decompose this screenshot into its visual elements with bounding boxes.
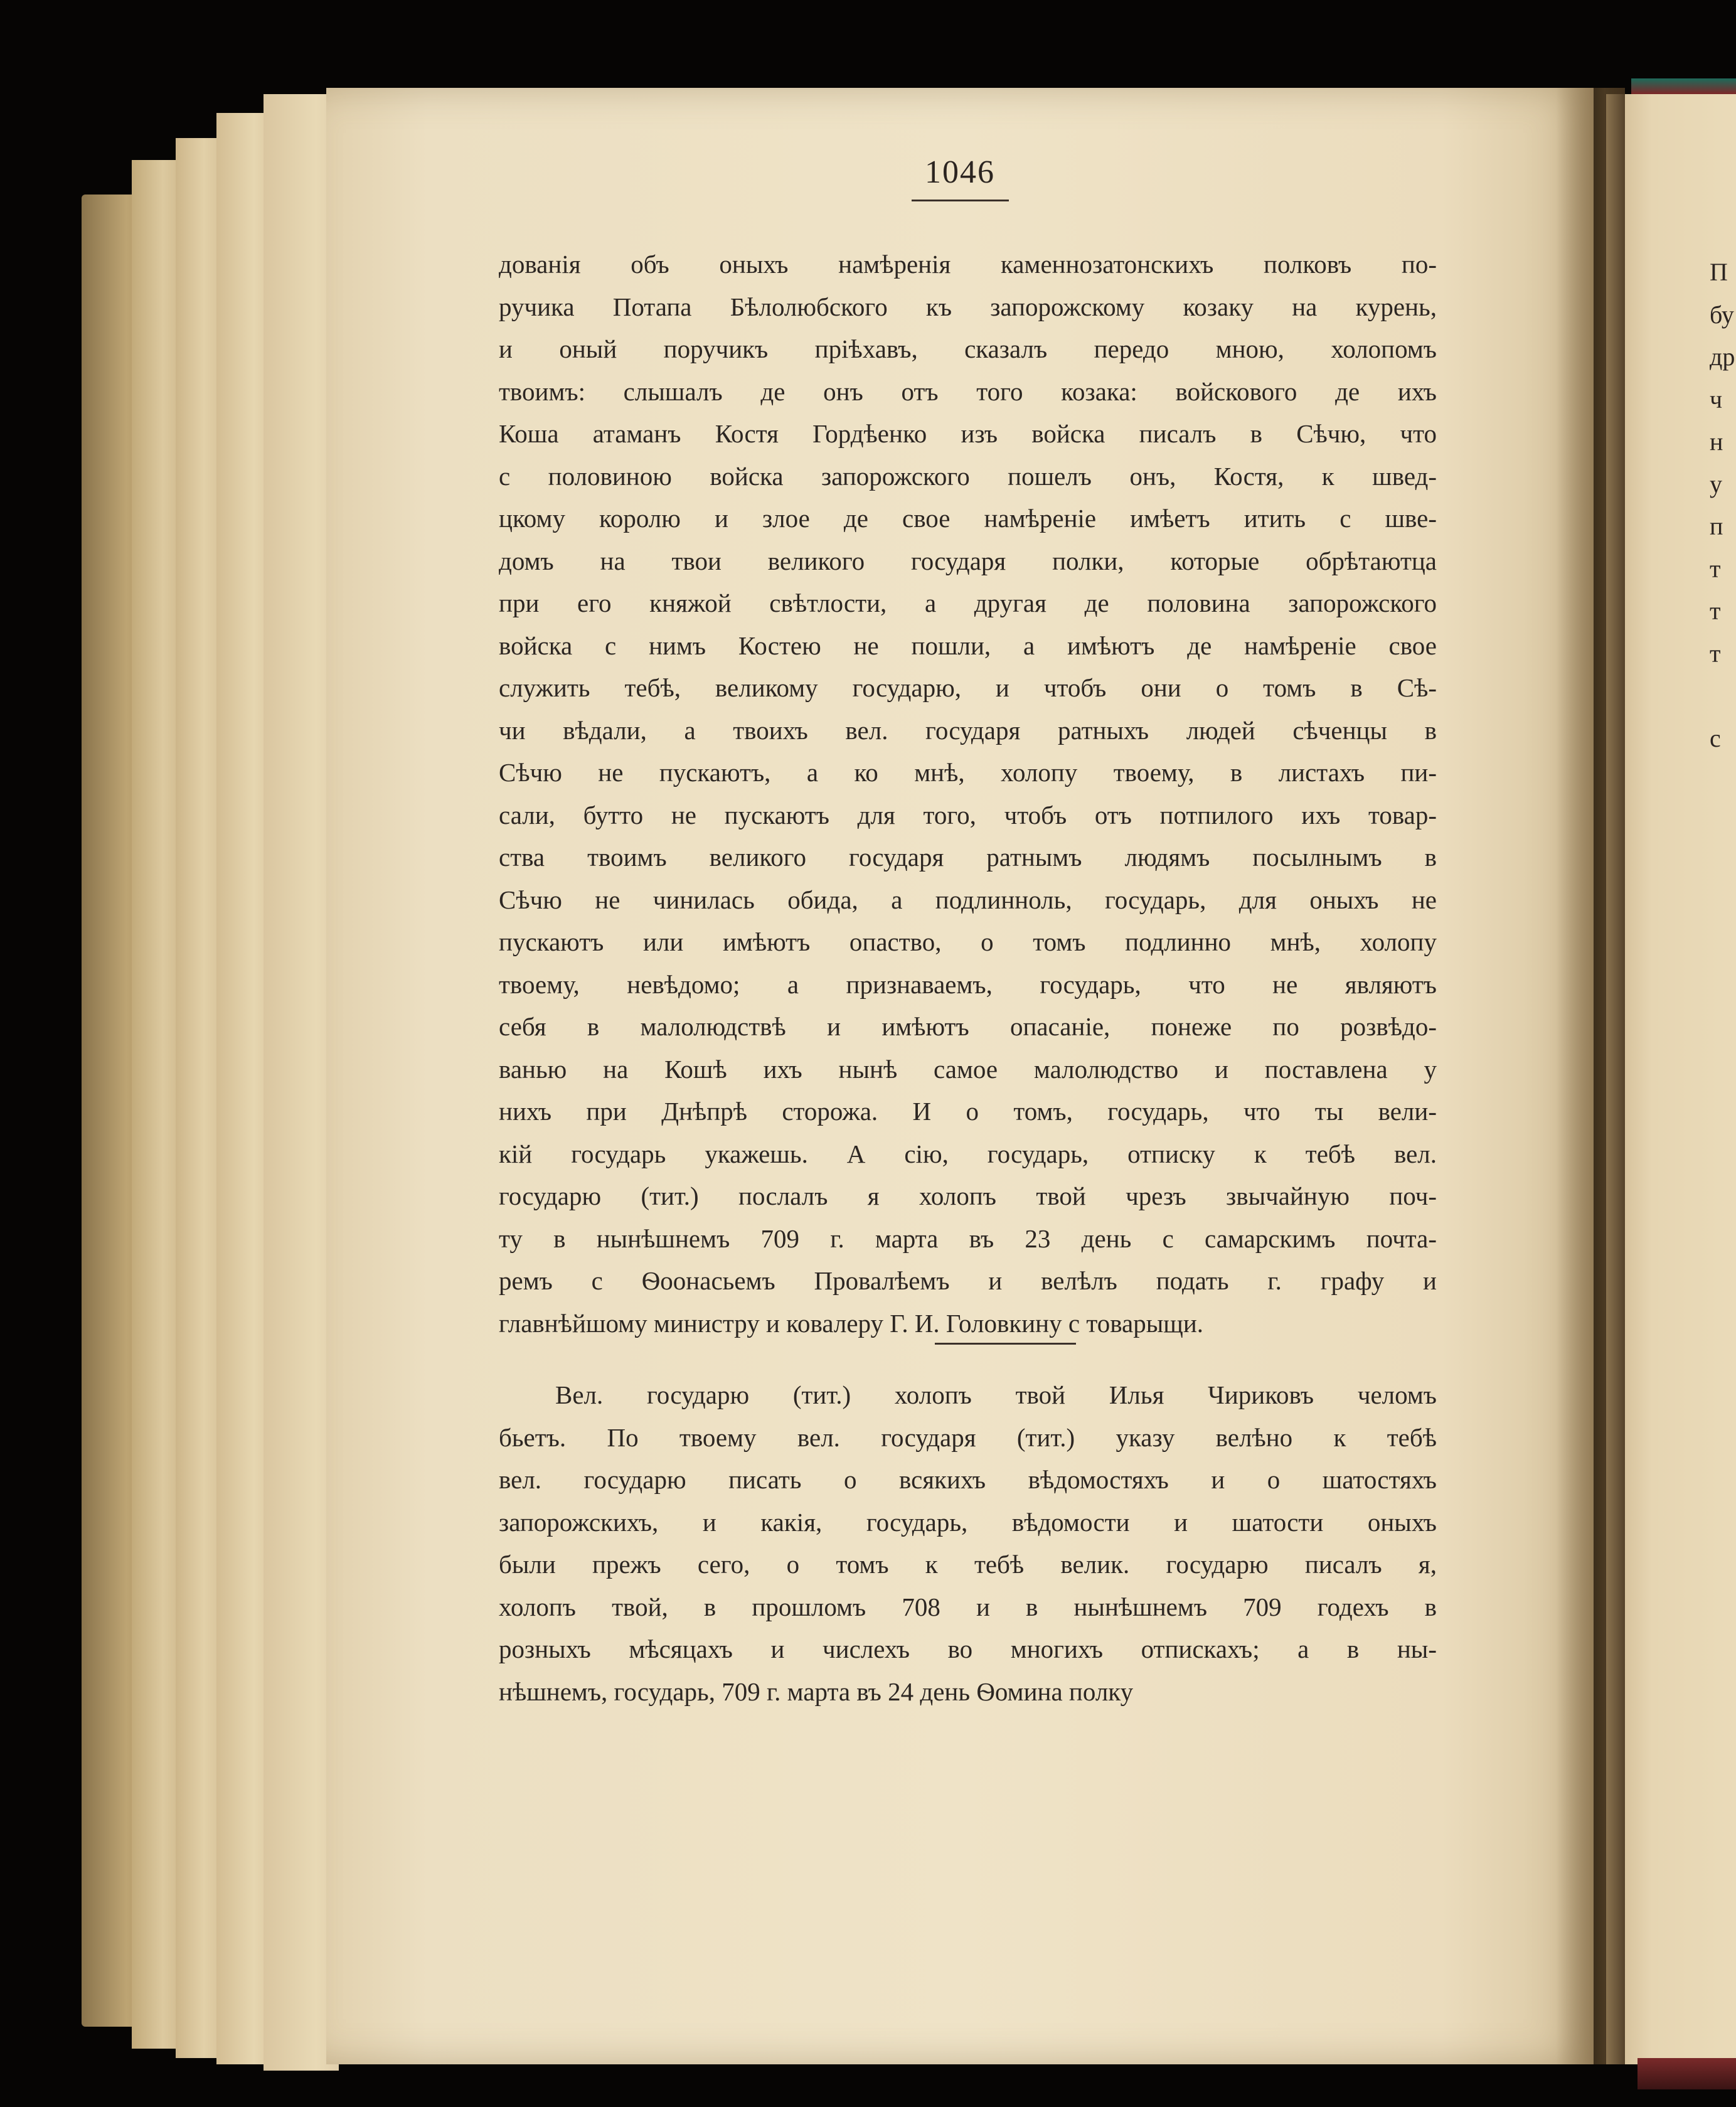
text-line: были прежъ сего, о томъ к тебѣ велик. государю писалъ я, — [499, 1550, 1437, 1579]
right-page-line-fragment: др — [1710, 343, 1735, 371]
text-line: вел. государю писать о всякихъ вѣдомостяхъ и о шатостяхъ — [499, 1465, 1437, 1494]
text-line: ванью на Кошѣ ихъ нынѣ самое малолюдство и поставлена у — [499, 1054, 1437, 1084]
text-line: с половиною войска запорожского пошелъ онъ, Костя, к швед- — [499, 461, 1437, 491]
gutter-shadow — [1556, 88, 1625, 2064]
text-line: сали, бутто не пускаютъ для того, чтобъ отъ потпилого ихъ товар- — [499, 800, 1437, 829]
right-page-line-fragment: с — [1710, 723, 1721, 752]
text-line: домъ на твои великого государя полки, которые обрѣтаютца — [499, 546, 1437, 575]
text-line: твоимъ: слышалъ де онъ отъ того козака: войскового де ихъ — [499, 376, 1437, 406]
right-cover-bottom — [1637, 2058, 1736, 2089]
right-page-line-fragment: бу — [1710, 300, 1734, 329]
text-line: Сѣчю не чинилась обида, а подлинноль, государь, для оныхъ не — [499, 885, 1437, 914]
section-divider — [935, 1343, 1076, 1345]
right-page-line-fragment: ч — [1710, 385, 1723, 413]
right-page-line-fragment: у — [1710, 469, 1722, 498]
right-page-line-fragment: т — [1710, 639, 1721, 668]
text-line: ства твоимъ великого государя ратнымъ людямъ посылнымъ в — [499, 843, 1437, 872]
text-line: кій государь укажешь. А сію, государь, отписку к тебѣ вел. — [499, 1139, 1437, 1168]
text-line: чи вѣдали, а твоихъ вел. государя ратныхъ людей сѣченцы в — [499, 715, 1437, 745]
text-line: ручика Потапа Бѣлолюбского къ запорожскому козаку на курень, — [499, 292, 1437, 321]
text-line: нихъ при Днѣпрѣ сторожа. И о томъ, государь, что ты вели- — [499, 1097, 1437, 1126]
right-page-line-fragment: П — [1710, 258, 1728, 286]
text-line: холопъ твой, в прошломъ 708 и в нынѣшнемъ 709 годехъ в — [499, 1592, 1437, 1621]
text-line: дованія объ оныхъ намѣренія каменнозатонскихъ полковъ по- — [499, 250, 1437, 279]
text-line: государю (тит.) послалъ я холопъ твой чрезъ звычайную поч- — [499, 1182, 1437, 1210]
text-line: цкому королю и злое де свое намѣреніе имѣетъ итить с шве- — [499, 504, 1437, 533]
text-line: розныхъ мѣсяцахъ и числехъ во многихъ отпискахъ; а в ны- — [499, 1635, 1437, 1663]
paragraph-1 — [499, 243, 1437, 1345]
text-line: твоему, невѣдомо; а признаваемъ, государь, что не являютъ — [499, 969, 1437, 999]
text-line: запорожскихъ, и какія, государь, вѣдомости и шатости оныхъ — [499, 1507, 1437, 1537]
right-page-line-fragment: н — [1710, 427, 1723, 456]
text-line: бьетъ. По твоему вел. государя (тит.) указу велѣно к тебѣ — [499, 1422, 1437, 1452]
right-page-line-fragment — [1710, 675, 1736, 717]
right-page-line-fragment: п — [1710, 512, 1723, 540]
paragraph-2 — [499, 1374, 1437, 1713]
text-line: ремъ с Ѳоонасьемъ Провалѣемъ и велѣлъ подать г. графу и — [499, 1266, 1437, 1295]
text-line: служить тебѣ, великому государю, и чтобъ они о томъ в Сѣ- — [499, 673, 1437, 702]
right-page-text-fragment — [1710, 251, 1736, 759]
text-line: главнѣйшому министру и ковалеру Г. И. Головкину с товарыщи. — [499, 1308, 1204, 1338]
page-number: 1046 — [925, 154, 995, 190]
text-line: ту в нынѣшнемъ 709 г. марта въ 23 день с самарскимъ почта- — [499, 1224, 1437, 1253]
right-page-line-fragment: т — [1710, 554, 1721, 583]
text-line: пускаютъ или имѣютъ опаство, о томъ подлинно мнѣ, холопу — [499, 927, 1437, 956]
right-page-line-fragment: т — [1710, 597, 1721, 625]
text-line: войска с нимъ Костею не пошли, а имѣютъ де намѣреніе свое — [499, 631, 1437, 660]
text-line: себя в малолюдствѣ и имѣютъ опасаніе, понеже по розвѣдо- — [499, 1012, 1437, 1041]
text-line: Коша атаманъ Костя Гордѣенко изъ войска писалъ в Сѣчю, что — [499, 419, 1437, 448]
text-line: нѣшнемъ, государь, 709 г. марта въ 24 день Ѳомина полку — [499, 1677, 1134, 1706]
text-line: при его княжой свѣтлости, а другая де половина запорожского — [499, 589, 1437, 617]
text-line: Вел. государю (тит.) холопъ твой Илья Чириковъ челомъ — [555, 1380, 1437, 1409]
text-line: и оный поручикъ пріѣхавъ, сказалъ передо мною, холопомъ — [499, 334, 1437, 363]
text-line: Сѣчю не пускаютъ, а ко мнѣ, холопу твоему, в листахъ пи- — [499, 758, 1437, 787]
page-number-rule — [912, 200, 1009, 201]
